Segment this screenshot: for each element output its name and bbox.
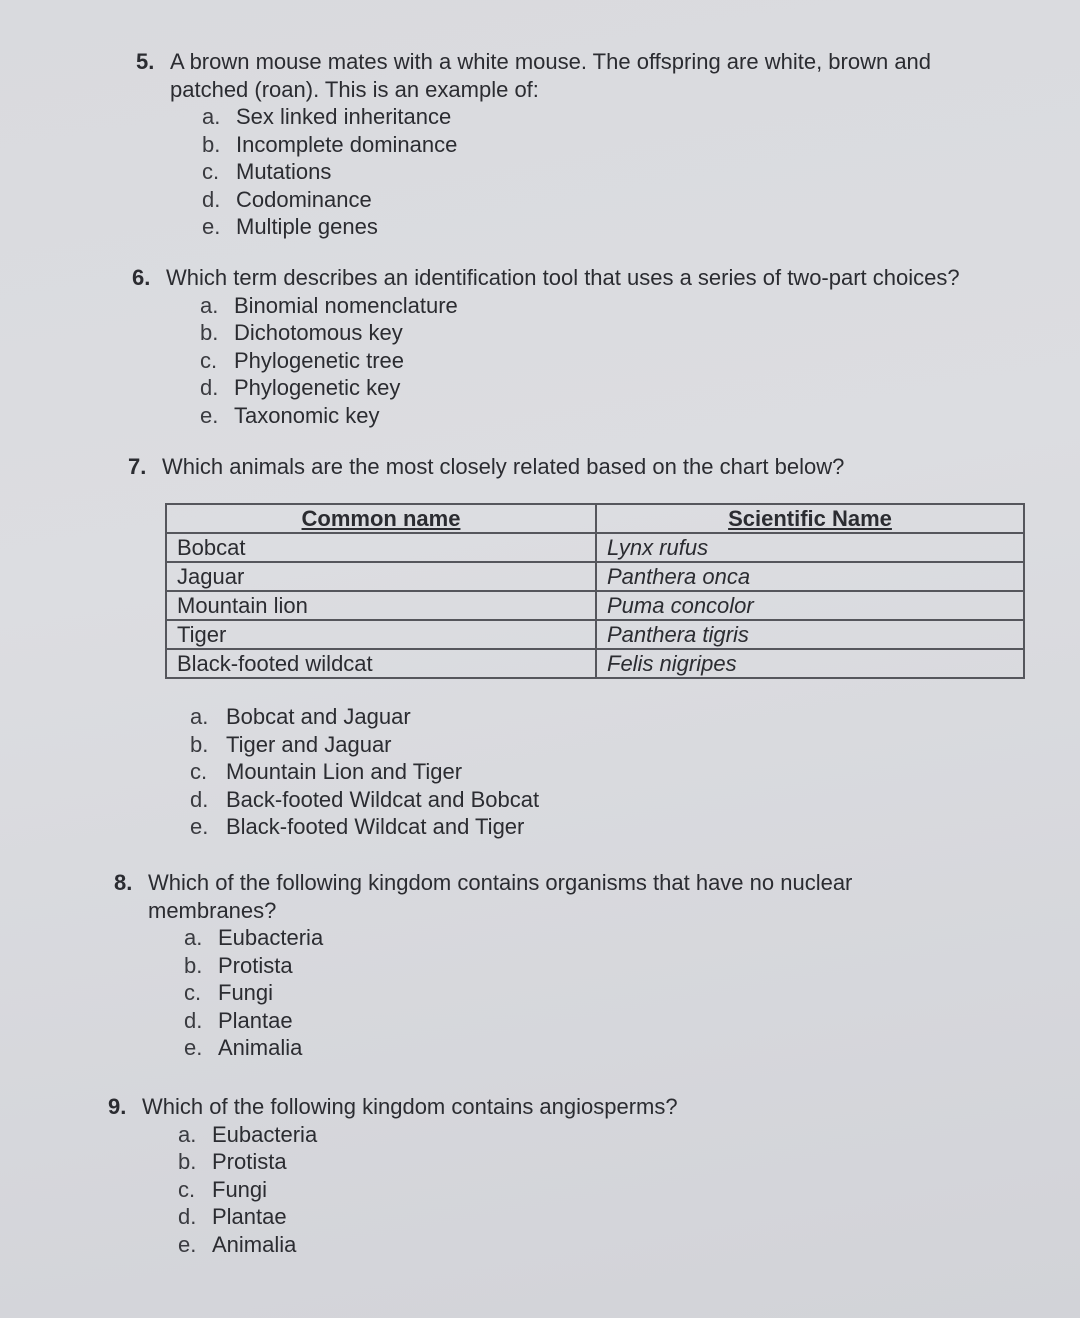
species-table: [165, 503, 1025, 679]
choice-b: b. Incomplete dominance: [202, 131, 458, 157]
choice-b: b. Protista: [178, 1149, 287, 1174]
table-row: [166, 562, 1024, 591]
choice-e: e. Taxonomic key: [200, 402, 380, 428]
choice-d: d. Phylogenetic key: [200, 375, 401, 400]
choice-a: a. Bobcat and Jaguar: [190, 704, 411, 729]
choice-list: [178, 1121, 928, 1259]
choice-e: e. Black-footed Wildcat and Tiger: [190, 814, 525, 839]
choice-a: a. Eubacteria: [184, 925, 324, 950]
question-text: Which of the following kingdom contains angiosperms?: [142, 1094, 678, 1119]
choice-c: c. Fungi: [178, 1176, 268, 1202]
question-number: 8.: [114, 870, 133, 895]
table-row: [166, 591, 1024, 620]
choice-e: e. Animalia: [178, 1231, 297, 1257]
question-number: 6.: [132, 265, 151, 290]
question-8: [114, 869, 934, 1062]
question-text: A brown mouse mates with a white mouse. The offspring are white, brown and patched (roan). This is an example of:: [170, 49, 932, 102]
choice-e: e. Multiple genes: [202, 214, 378, 239]
column-header-scientific-name: Scientific Name: [596, 504, 1024, 533]
scientific-name-cell: Panthera onca: [596, 562, 1024, 591]
choice-list: [184, 924, 934, 1062]
choice-c: c. Mutations: [202, 159, 332, 184]
question-number: 9.: [108, 1094, 127, 1119]
choice-a: a. Binomial nomenclature: [200, 292, 458, 318]
common-name-cell: Tiger: [166, 620, 596, 649]
question-text: Which term describes an identification tool that uses a series of two-part choices?: [166, 265, 960, 290]
choice-d: d. Plantae: [184, 1007, 293, 1033]
common-name-cell: Black-footed wildcat: [166, 649, 596, 678]
table-row: [166, 533, 1024, 562]
question-number: 5.: [136, 49, 155, 74]
question-7-choices: [190, 703, 539, 841]
choice-e: e. Animalia: [184, 1035, 303, 1060]
question-9: [108, 1093, 928, 1258]
choice-b: b. Protista: [184, 952, 293, 978]
question-text: Which animals are the most closely related based on the chart below?: [162, 454, 845, 479]
table-header-row: [166, 504, 1024, 533]
common-name-cell: Mountain lion: [166, 591, 596, 620]
column-header-common-name: Common name: [166, 504, 596, 533]
choice-d: d. Codominance: [202, 186, 372, 212]
scientific-name-cell: Lynx rufus: [596, 533, 1024, 562]
choice-d: d. Back-footed Wildcat and Bobcat: [190, 786, 540, 812]
table-row: [166, 649, 1024, 678]
choice-c: c. Fungi: [184, 980, 274, 1005]
scientific-name-cell: Puma concolor: [596, 591, 1024, 620]
choice-d: d. Plantae: [178, 1204, 287, 1229]
question-5: [136, 48, 1006, 241]
choice-c: c. Phylogenetic tree: [200, 347, 404, 373]
table-row: [166, 620, 1024, 649]
scientific-name-cell: Panthera tigris: [596, 620, 1024, 649]
question-7: [128, 453, 1028, 481]
question-number: 7.: [128, 454, 147, 479]
choice-list: [190, 703, 539, 841]
choice-a: a. Eubacteria: [178, 1121, 318, 1147]
question-text: Which of the following kingdom contains organisms that have no nuclear membranes?: [148, 870, 853, 923]
choice-a: a. Sex linked inheritance: [202, 104, 452, 129]
common-name-cell: Bobcat: [166, 533, 596, 562]
scientific-name-cell: Felis nigripes: [596, 649, 1024, 678]
common-name-cell: Jaguar: [166, 562, 596, 591]
question-6: [132, 264, 1032, 429]
choice-b: b. Dichotomous key: [200, 320, 403, 345]
choice-c: c. Mountain Lion and Tiger: [190, 759, 463, 784]
choice-list: [200, 292, 1032, 430]
choice-list: [202, 103, 1006, 241]
choice-b: b. Tiger and Jaguar: [190, 731, 392, 757]
